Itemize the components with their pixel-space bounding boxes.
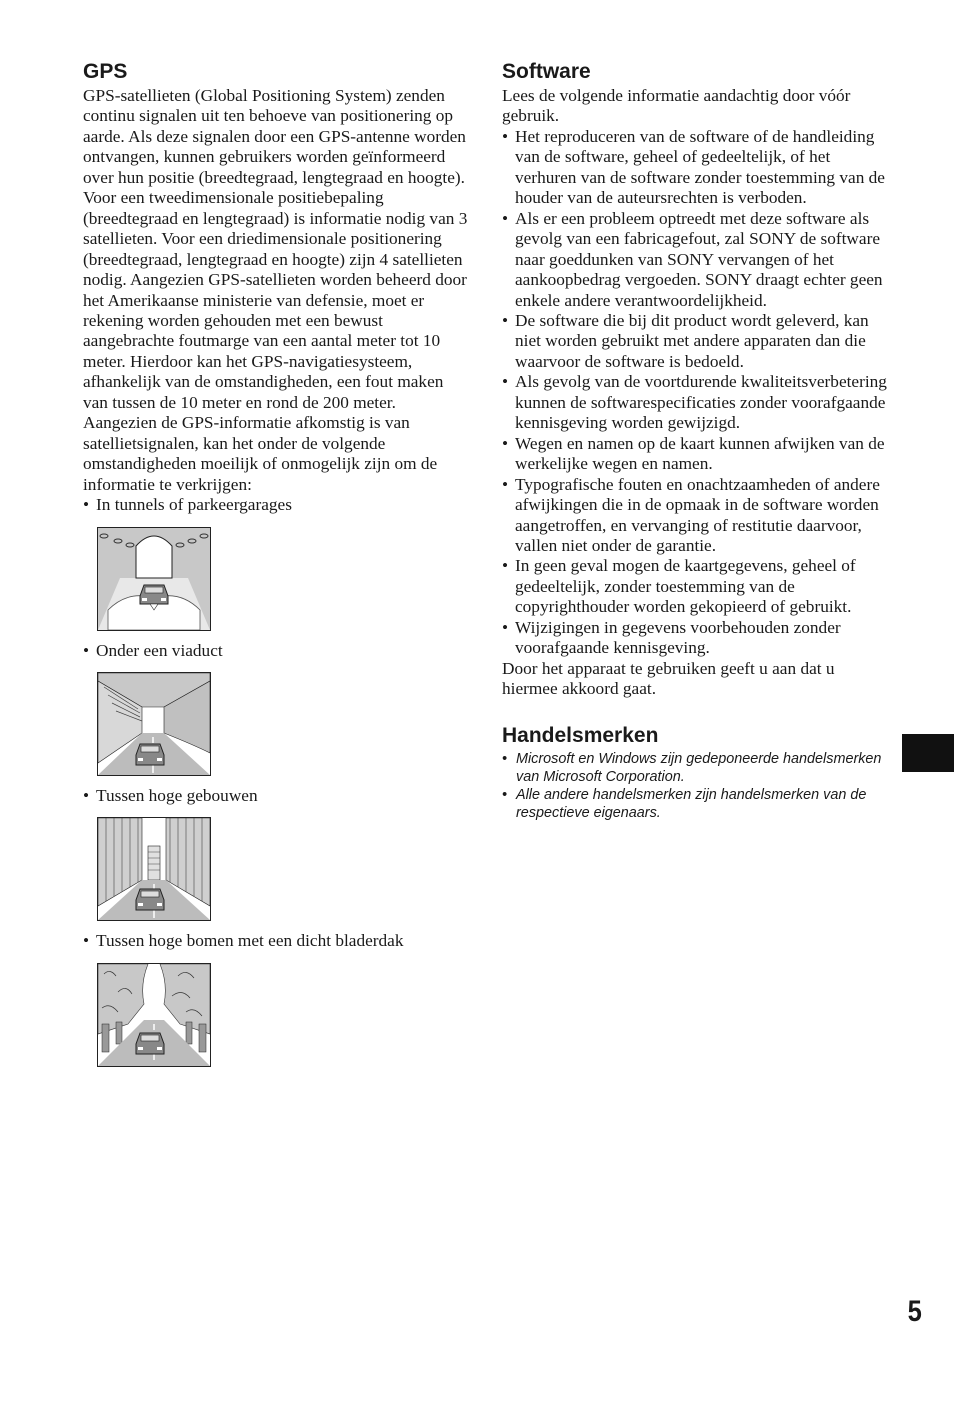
software-list [502,127,887,659]
gps-conditions-list [83,495,468,515]
trademark-item: • Alle andere handelsmerken zijn handelsmerken van de respectieve eigenaars. [502,786,887,822]
condition-trees-label: • Tussen hoge bomen met een dicht bladerdak [83,931,468,951]
condition-buildings-label: • Tussen hoge gebouwen [83,786,468,806]
software-item: • Typografische fouten en onachtzaamheden of andere afwijkingen die in de opmaak in de software worden aangetroffen, en vervanging of restitutie daarvoor, vallen niet onder de garantie. [502,475,887,557]
software-closing: Door het apparaat te gebruiken geeft u aan dat u hiermee akkoord gaat. [502,658,835,699]
page-number: 5 [907,1295,922,1328]
trademarks-list [502,750,887,823]
software-column [502,58,887,822]
software-item: • Wegen en namen op de kaart kunnen afwijken van de werkelijke wegen en namen. [502,434,887,475]
tunnel-illustration [97,527,211,631]
software-item: • Het reproduceren van de software of de handleiding van de software, geheel of gedeeltelijk, of het verhuren van de software zonder toestemming van de houder van de auteursrechten is verboden. [502,127,887,209]
trademarks-heading: Handelsmerken [502,723,659,747]
gps-paragraph-2: Aangezien de GPS-informatie afkomstig is van satellietsignalen, kan het onder de volgende omstandigheden moeilijk of onmogelijk zijn om de informatie te verkrijgen: [83,413,438,494]
software-item: • Wijzigingen in gegevens voorbehouden zonder voorafgaande kennisgeving. [502,618,887,659]
trees-illustration [97,963,211,1067]
condition-viaduct-label: • Onder een viaduct [83,641,468,661]
viaduct-illustration [97,672,211,776]
software-intro: Lees de volgende informatie aandachtig door vóór gebruik. [502,86,851,126]
trademark-item: • Microsoft en Windows zijn gedeponeerde handelsmerken van Microsoft Corporation. [502,750,887,786]
gps-paragraph-1: GPS-satellieten (Global Positioning System) zenden continu signalen uit ten behoeve van positionering op aarde. Als deze signalen door een GPS-antenne worden ontvangen, kunnen gebruikers worden geïnformeerd over hun positie (breedtegraad, lengtegraad en hoogte). Voor een tweedimensionale positiebepaling (breedtegraad en lengtegraad) is informatie nodig van 3 satellieten. Voor een driedimensionale positionering (breedtegraad, lengtegraad en hoogte) zijn 4 satellieten nodig. Aangezien GPS-satellieten worden beheerd door het Amerikaanse ministerie van defensie, moet er rekening worden gehouden met een bewust aangebrachte foutmarge van een aantal meter tot 10 meter. Hierdoor kan het GPS-navigatiesysteem, afhankelijk van de omstandigheden, een fout maken van tussen de 10 meter en rond de 200 meter. [83,86,468,412]
software-item: • Als er een probleem optreedt met deze software als gevolg van een fabricagefout, zal SONY de software naar goeddunken van SONY vervangen of het aankoopbedrag vergoeden. SONY draagt echter geen enkele andere verantwoordelijkheid. [502,209,887,311]
software-item: • In geen geval mogen de kaartgegevens, geheel of gedeeltelijk, zonder toestemming van de copyrighthouder worden gekopieerd of gebruikt. [502,556,887,617]
buildings-illustration [97,817,211,921]
condition-tunnel-label: • In tunnels of parkeergarages [83,495,468,515]
gps-column [83,58,468,1067]
software-heading: Software [502,60,591,83]
gps-heading: GPS [83,60,128,83]
software-item: • De software die bij dit product wordt geleverd, kan niet worden gebruikt met andere apparaten dan die waarvoor de software is bedoeld. [502,311,887,372]
section-tab-marker [902,734,954,772]
software-item: • Als gevolg van de voortdurende kwaliteitsverbetering kunnen de softwarespecificaties zonder voorafgaande kennisgeving worden gewijzigd. [502,372,887,433]
